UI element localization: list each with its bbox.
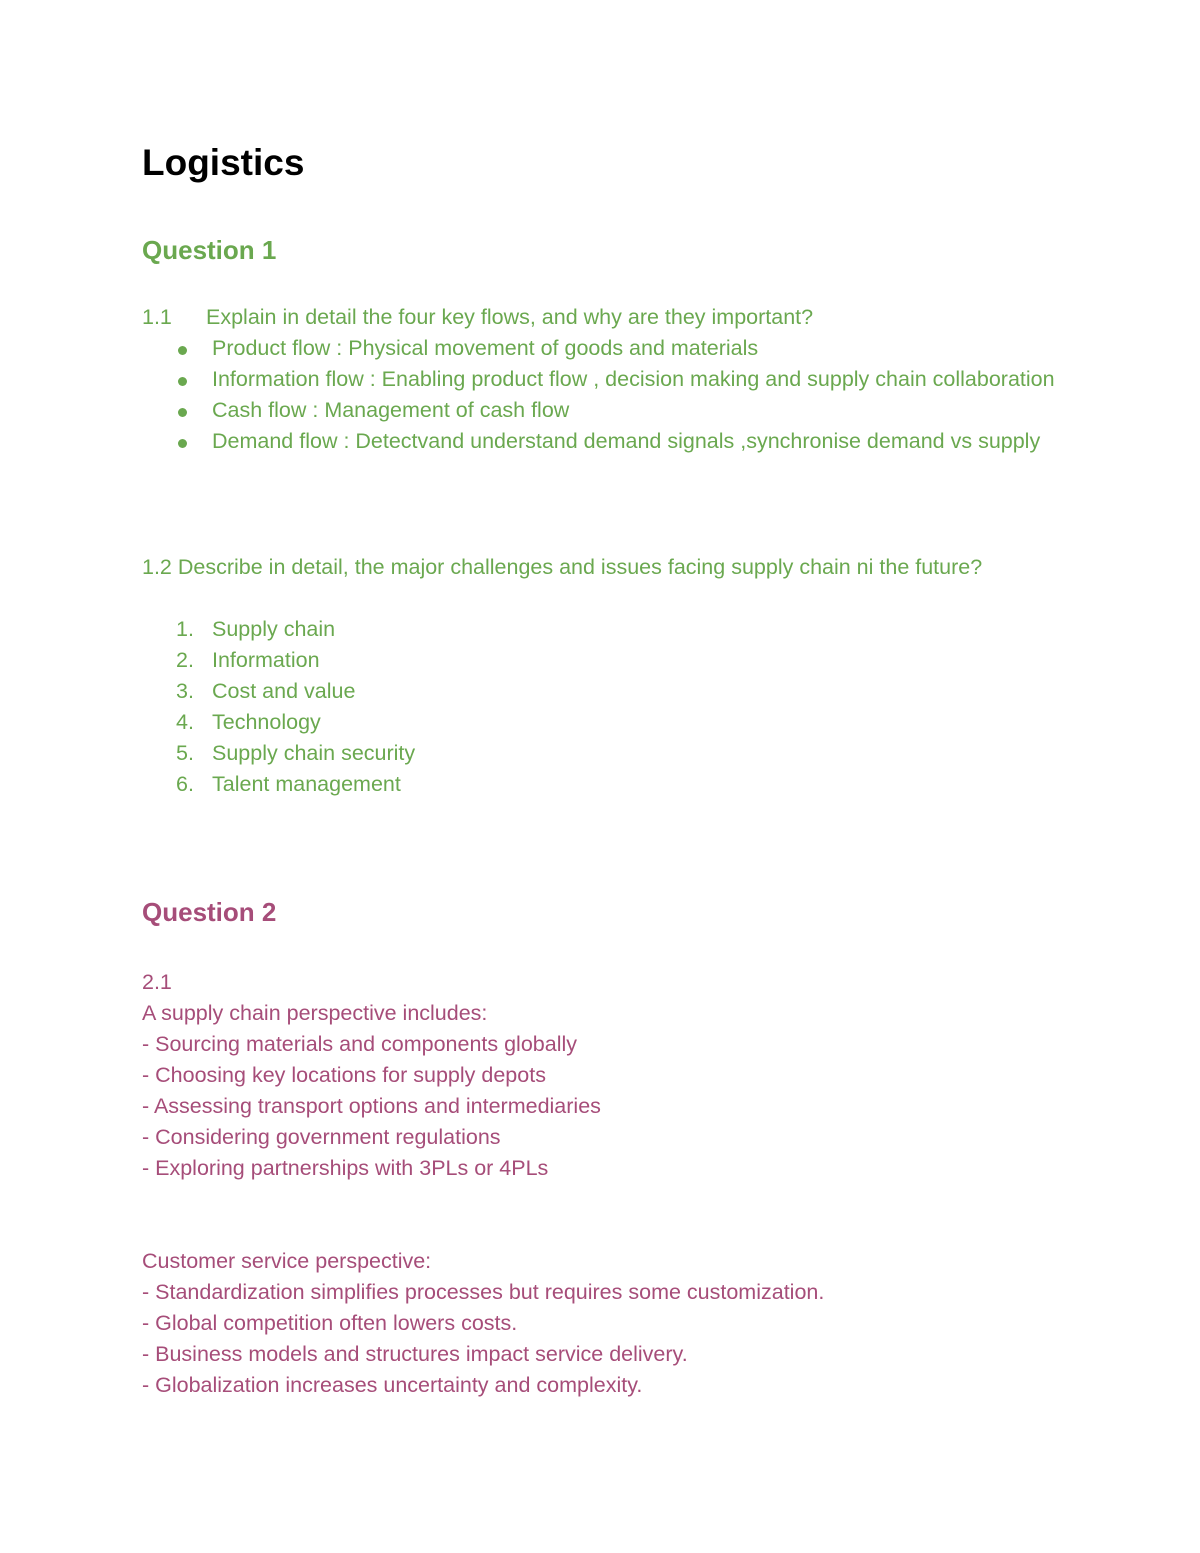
list-item-number: 6. [176, 772, 194, 796]
text-line: - Choosing key locations for supply depots [142, 1063, 546, 1087]
question-1-heading: Question 1 [142, 235, 277, 265]
list-item-number: 4. [176, 710, 194, 734]
text-line: - Business models and structures impact service delivery. [142, 1342, 688, 1366]
question-1-1-text: Explain in detail the four key flows, and why are they important? [206, 305, 814, 329]
list-item [0, 426, 1062, 457]
list-item-text: Information flow : Enabling product flow , decision making and supply chain collaboration [212, 367, 1055, 391]
list-item-number: 1. [176, 617, 194, 641]
list-item-text: Technology [212, 710, 321, 734]
list-item-text: Cash flow : Management of cash flow [212, 398, 570, 422]
bullet-icon [178, 346, 187, 355]
list-item-text: Talent management [212, 772, 401, 796]
document-title: Logistics [142, 142, 305, 183]
text-line: - Assessing transport options and intermediaries [142, 1094, 601, 1118]
question-2-heading: Question 2 [142, 897, 277, 927]
list-item-text: Supply chain [212, 617, 336, 641]
list-item [0, 676, 415, 707]
list-item [0, 395, 1062, 426]
list-item [0, 645, 415, 676]
list-item [0, 769, 415, 800]
list-item-text: Product flow : Physical movement of goods and materials [212, 336, 759, 360]
customer-service-intro: Customer service perspective: [142, 1249, 432, 1273]
list-item [0, 707, 415, 738]
text-line: - Standardization simplifies processes but requires some customization. [142, 1280, 825, 1304]
list-item [0, 364, 1062, 395]
list-item-text: Supply chain security [212, 741, 416, 765]
text-line: - Considering government regulations [142, 1125, 501, 1149]
question-2-1-number: 2.1 [142, 970, 172, 994]
question-2-1 [142, 967, 601, 1184]
bullet-icon [178, 377, 187, 386]
question-1-2-text: 1.2 Describe in detail, the major challenges and issues facing supply chain ni the future? [142, 555, 983, 579]
question-1-1-number: 1.1 [142, 305, 172, 329]
customer-service-section [142, 1246, 824, 1401]
list-item-text: Demand flow : Detectvand understand demand signals ,synchronise demand vs supply [212, 429, 1041, 453]
list-item-text: Cost and value [212, 679, 356, 703]
challenges-list [0, 614, 415, 800]
text-line: - Global competition often lowers costs. [142, 1311, 518, 1335]
bullet-icon [178, 408, 187, 417]
question-1-1 [142, 302, 813, 333]
text-line: - Sourcing materials and components globally [142, 1032, 578, 1056]
list-item-number: 3. [176, 679, 194, 703]
list-item-number: 2. [176, 648, 194, 672]
bullet-icon [178, 439, 187, 448]
text-line: - Exploring partnerships with 3PLs or 4PLs [142, 1156, 549, 1180]
list-item [0, 614, 415, 645]
list-item-text: Information [212, 648, 320, 672]
list-item [0, 738, 415, 769]
text-line: - Globalization increases uncertainty and complexity. [142, 1373, 643, 1397]
list-item [0, 333, 1062, 364]
key-flows-list [0, 333, 1100, 457]
supply-chain-intro: A supply chain perspective includes: [142, 1001, 488, 1025]
list-item-number: 5. [176, 741, 194, 765]
